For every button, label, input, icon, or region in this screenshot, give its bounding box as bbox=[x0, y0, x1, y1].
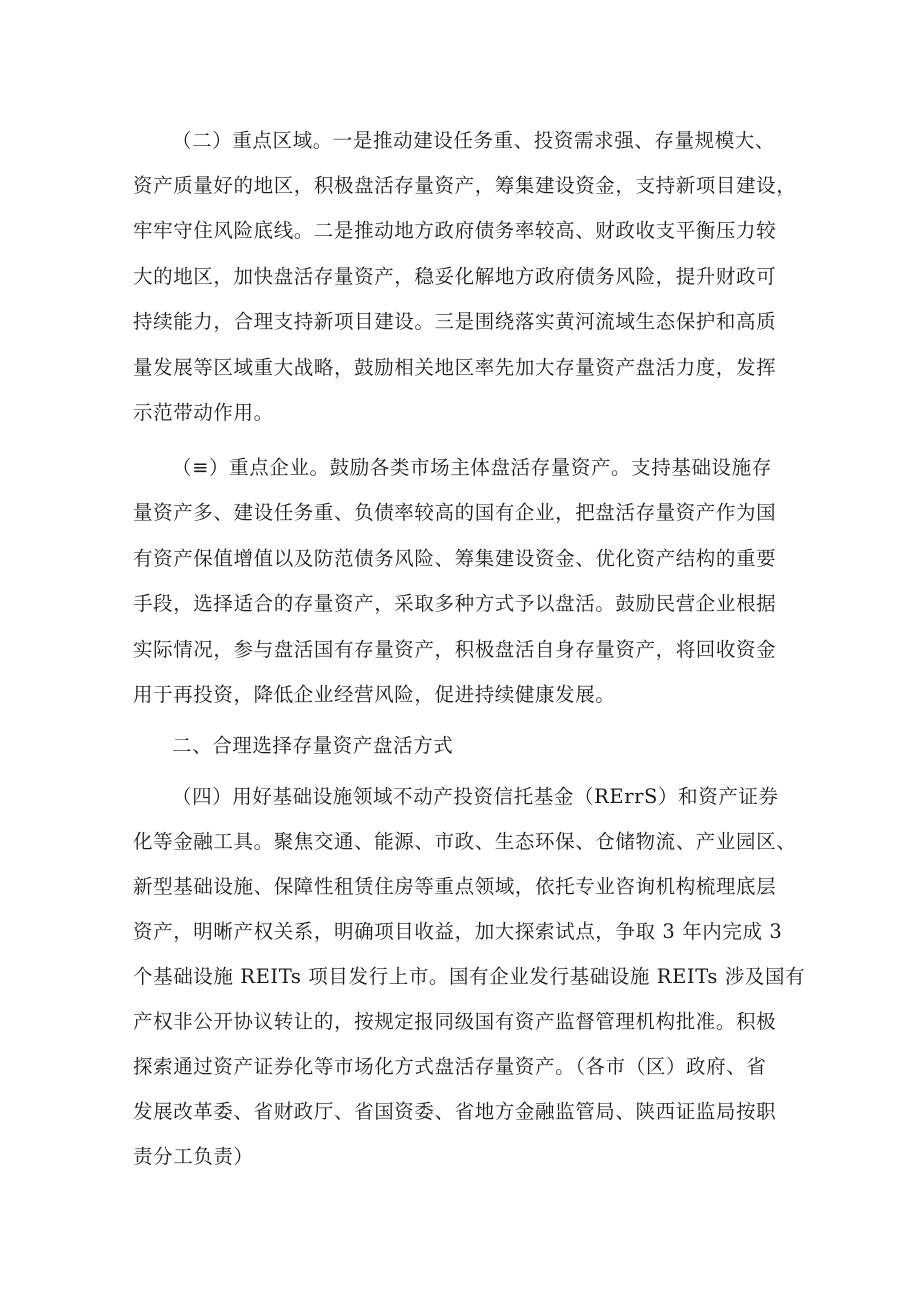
text-line: 产权非公开协议转让的，按规定报同级国有资产监督管理机构批准。积极 bbox=[133, 1010, 777, 1033]
section-heading: 二、合理选择存量资产盘活方式 bbox=[172, 734, 454, 757]
text-line: 探索通过资产证券化等市场化方式盘活存量资产。（各市（区）政府、省 bbox=[133, 1055, 767, 1078]
text-line: 责分工负责） bbox=[133, 1145, 254, 1168]
text-line: 大的地区，加快盘活存量资产，稳妥化解地方政府债务风险，提升财政可 bbox=[133, 265, 777, 288]
text-line: 实际情况，参与盘活国有存量资产，积极盘活自身存量资产，将回收资金 bbox=[133, 638, 777, 661]
text-line: 用于再投资，降低企业经营风险，促进持续健康发展。 bbox=[133, 683, 616, 706]
text-line: 资产质量好的地区，积极盘活存量资产，筹集建设资金，支持新项目建设， bbox=[133, 174, 797, 197]
text-line: 发展改革委、省财政厅、省国资委、省地方金融监管局、陕西证监局按职 bbox=[133, 1100, 777, 1123]
text-line: 化等金融工具。聚焦交通、能源、市政、生态环保、仓储物流、产业园区、 bbox=[133, 830, 797, 853]
text-line: 有资产保值增值以及防范债务风险、筹集建设资金、优化资产结构的重要 bbox=[133, 547, 777, 570]
text-line: （≡）重点企业。鼓励各类市场主体盘活存量资产。支持基础设施存 bbox=[172, 456, 772, 479]
text-line: 新型基础设施、保障性租赁住房等重点领域，依托专业咨询机构梳理底层 bbox=[133, 875, 777, 898]
text-line: 持续能力，合理支持新项目建设。三是围绕落实黄河流域生态保护和高质 bbox=[133, 310, 777, 333]
text-line: 牢牢守住风险底线。二是推动地方政府债务率较高、财政收支平衡压力较 bbox=[133, 219, 777, 242]
text-line: 手段，选择适合的存量资产，采取多种方式予以盘活。鼓励民营企业根据 bbox=[133, 592, 777, 615]
text-line: 示范带动作用。 bbox=[133, 401, 274, 424]
text-line: 个基础设施 REITs 项目发行上市。国有企业发行基础设施 REITs 涉及国有 bbox=[133, 965, 806, 988]
text-line: 量发展等区域重大战略，鼓励相关地区率先加大存量资产盘活力度，发挥 bbox=[133, 356, 777, 379]
text-line: 资产，明晰产权关系，明确项目收益，加大探索试点，争取 3 年内完成 3 bbox=[133, 920, 783, 943]
text-line: （四）用好基础设施领域不动产投资信托基金（RErrS）和资产证券 bbox=[172, 785, 779, 808]
text-line: 量资产多、建设任务重、负债率较高的国有企业，把盘活存量资产作为国 bbox=[133, 501, 777, 524]
text-line: （二）重点区域。一是推动建设任务重、投资需求强、存量规模大、 bbox=[172, 129, 776, 152]
